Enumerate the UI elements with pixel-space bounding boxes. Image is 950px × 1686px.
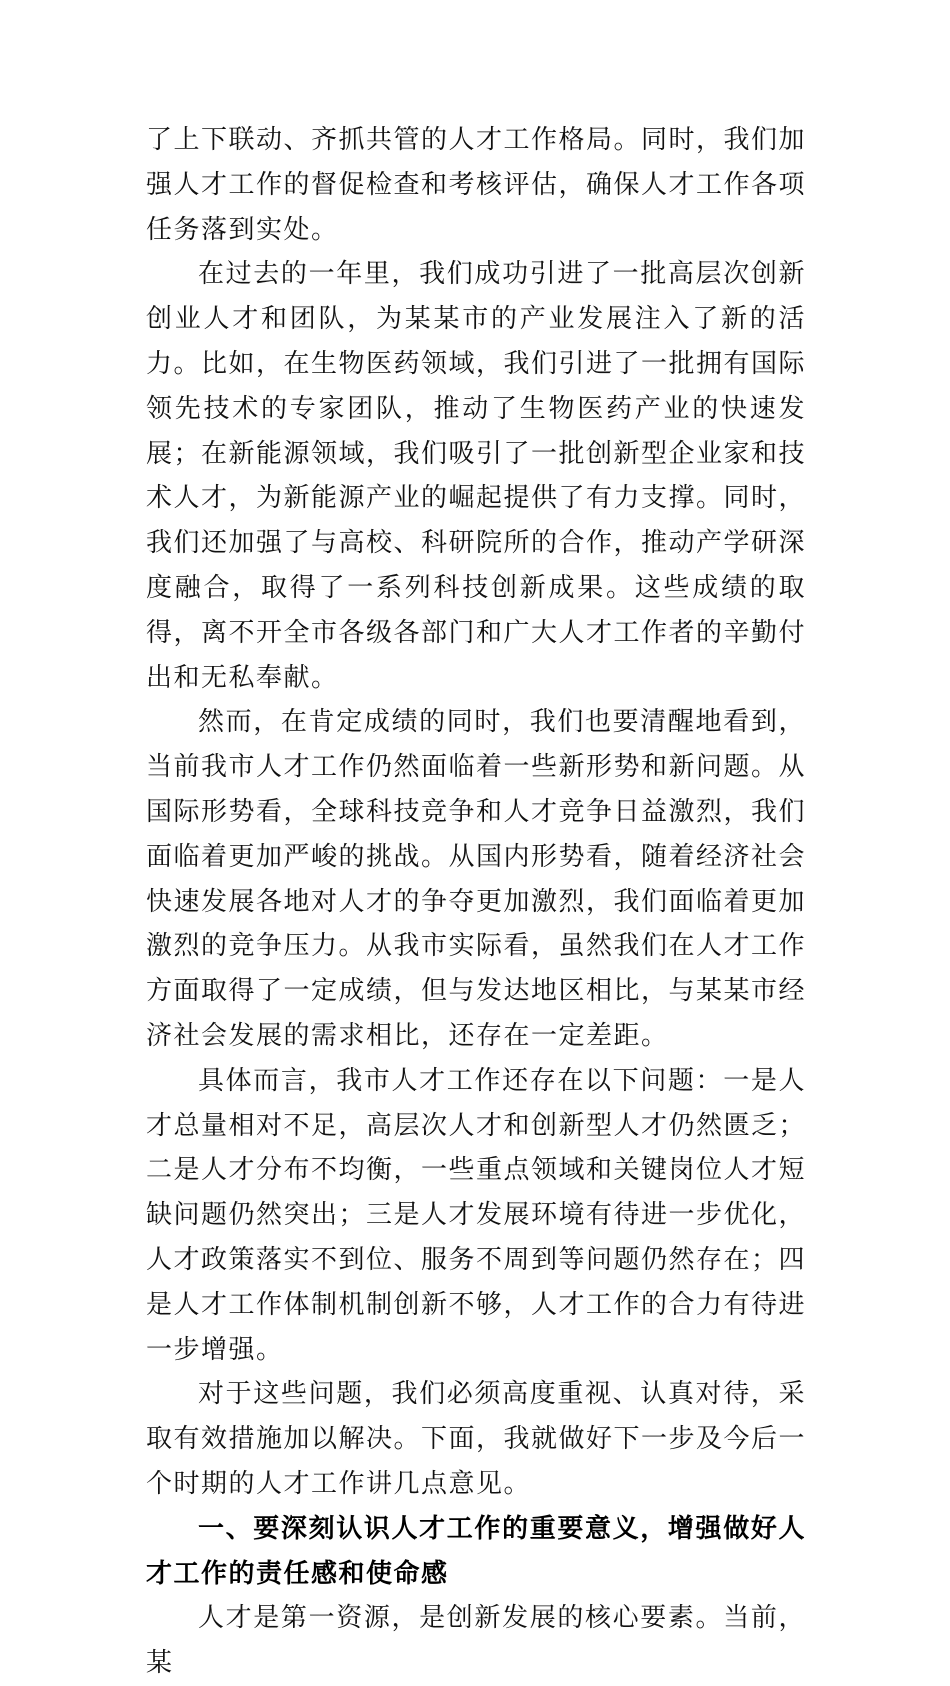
paragraph-problems: 具体而言，我市人才工作还存在以下问题：一是人才总量相对不足，高层次人才和创新型人才仍然匮乏；二是人才分布不均衡，一些重点领域和关键岗位人才短缺问题仍然突出；三是人才发展环境有待进一步优化，人才政策落实不到位、服务不周到等问题仍然存在；四是人才工作体制机制创新不够，人才工作的合力有待进一步增强。 bbox=[146, 1065, 807, 1365]
paragraph-challenges: 然而，在肯定成绩的同时，我们也要清醒地看到，当前我市人才工作仍然面临着一些新形势和新问题。从国际形势看，全球科技竞争和人才竞争日益激烈，我们面临着更加严峻的挑战。从国内形势看，随着经济社会快速发展各地对人才的争夺更加激烈，我们面临着更加激烈的竞争压力。从我市实际看，虽然我们在人才工作方面取得了一定成绩，但与发达地区相比，与某某市经济社会发展的需求相比，还存在一定差距。 bbox=[146, 707, 807, 1051]
paragraph-transition: 对于这些问题，我们必须高度重视、认真对待，采取有效措施加以解决。下面，我就做好下一步及今后一个时期的人才工作讲几点意见。 bbox=[146, 1379, 807, 1499]
section-heading: 一、要深刻认识人才工作的重要意义，增强做好人才工作的责任感和使命感 bbox=[146, 1513, 806, 1589]
paragraph-continuation: 了上下联动、齐抓共管的人才工作格局。同时，我们加强人才工作的督促检查和考核评估，确保人才工作各项任务落到实处。 bbox=[146, 125, 807, 245]
document-body bbox=[146, 118, 806, 1686]
paragraph-section-start: 人才是第一资源，是创新发展的核心要素。当前，某 bbox=[146, 1603, 806, 1679]
paragraph-achievements: 在过去的一年里，我们成功引进了一批高层次创新创业人才和团队，为某某市的产业发展注入了新的活力。比如，在生物医药领域，我们引进了一批拥有国际领先技术的专家团队，推动了生物医药产业的快速发展；在新能源领域，我们吸引了一批创新型企业家和技术人才，为新能源产业的崛起提供了有力支撑。同时，我们还加强了与高校、科研院所的合作，推动产学研深度融合，取得了一系列科技创新成果。这些成绩的取得，离不开全市各级各部门和广大人才工作者的辛勤付出和无私奉献。 bbox=[146, 259, 807, 693]
